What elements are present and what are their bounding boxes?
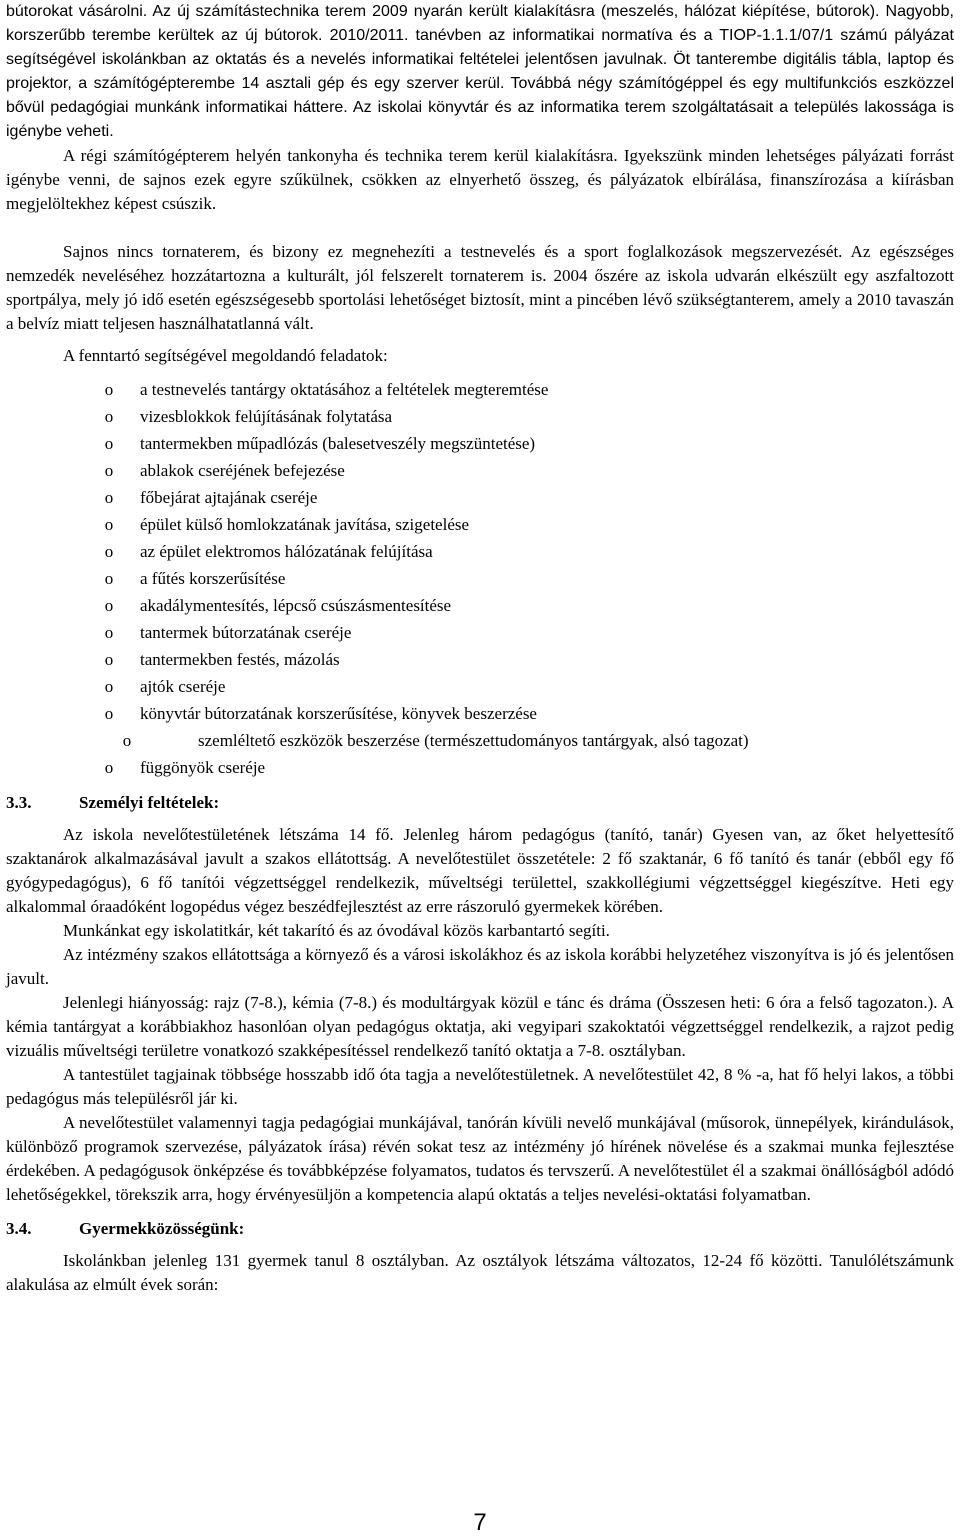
list-item — [6, 592, 954, 619]
paragraph-gap — [6, 216, 954, 240]
list-item-text: könyvtár bútorzatának korszerűsítése, könyvek beszerzése — [140, 704, 537, 723]
list-item-text: a testnevelés tantárgy oktatásához a feltételek megteremtése — [140, 380, 549, 399]
list-item-text: épület külső homlokzatának javítása, szigetelése — [140, 515, 470, 534]
list-item — [6, 538, 954, 565]
bullet-icon: o — [104, 569, 114, 588]
list-item — [6, 484, 954, 511]
section-number: 3.3. — [6, 793, 32, 812]
children-paragraph: Iskolánkban jelenleg 131 gyermek tanul 8 osztályban. Az osztályok létszáma változatos, 12-24 fő közötti. Tanulólétszámunk alakulása az elmúlt évek során: — [6, 1251, 954, 1294]
list-item-text: főbejárat ajtajának cseréje — [140, 488, 318, 507]
list-item-text: tantermekben festés, mázolás — [140, 650, 340, 669]
section-heading-3-4 — [6, 1215, 954, 1243]
staff-paragraph: Az intézmény szakos ellátottsága a környező és a városi iskolákhoz és az iskola korábbi helyzetéhez viszonyítva is jó és jelentősen javult. — [6, 945, 954, 988]
tasks-list — [6, 376, 954, 781]
staff-paragraph: A nevelőtestület valamennyi tagja pedagógiai munkájával, tanórán kívüli nevelő munkájával (műsorok, ünnepélyek, kirándulások, különböző programok szervezése, pályázatok írása) révén sokat tesz az intézmény jó hírének növelése és a szakmai munka fejlesztése érdekében. A pedagógusok önképzése és továbbképzése folyamatos, tudatos és tervszerű. A nevelőtestület él a szakmai önállóságból adódó lehetőségekkel, törekszik arra, hogy érvényesüljön a kompetencia alapú oktatás a teljes nevelési-oktatási folyamatban. — [6, 1113, 954, 1204]
bullet-icon: o — [104, 758, 114, 777]
staff-paragraph: Munkánkat egy iskolatitkár, két takarító és az óvodával közös karbantartó segíti. — [63, 921, 610, 940]
bullet-icon: o — [104, 515, 114, 534]
list-item — [6, 700, 954, 727]
bullet-icon: o — [104, 380, 114, 399]
list-item-text: az épület elektromos hálózatának felújítása — [140, 542, 433, 561]
bullet-icon: o — [104, 407, 114, 426]
list-item-text: szemléltető eszközök beszerzése (természettudományos tantárgyak, alsó tagozat) — [198, 731, 749, 750]
list-item — [6, 403, 954, 430]
list-item — [6, 430, 954, 457]
list-item-text: akadálymentesítés, lépcső csúszásmentesítése — [140, 596, 452, 615]
section-title: Személyi feltételek: — [79, 793, 220, 812]
staff-paragraph: Jelenlegi hiányosság: rajz (7-8.), kémia (7-8.) és modultárgyak közül e tánc és dráma (Összesen heti: 6 óra a felső tagozaton.). A kémia tantárgyat a korábbiakhoz hasonlóan olyan pedagógus oktatja, aki vegyipari szakoktatói végzettséggel rendelkezik, a rajzot pedig vizuális műveltségi területre vonatkozó szakképesítéssel rendelkező tanító oktatja a 7-8. osztályban. — [6, 993, 954, 1060]
bullet-icon: o — [104, 623, 114, 642]
list-item-text: tantermek bútorzatának cseréje — [140, 623, 352, 642]
tasks-heading: A fenntartó segítségével megoldandó feladatok: — [63, 346, 388, 365]
bullet-icon: o — [104, 434, 114, 453]
list-item — [6, 376, 954, 403]
list-item — [6, 673, 954, 700]
bullet-icon: o — [104, 542, 114, 561]
bullet-icon: o — [104, 677, 114, 696]
list-item — [6, 754, 954, 781]
list-item-text: vizesblokkok felújításának folytatása — [140, 407, 393, 426]
list-item — [6, 511, 954, 538]
bullet-icon: o — [104, 488, 114, 507]
list-item-text: ajtók cseréje — [140, 677, 226, 696]
bullet-icon: o — [104, 704, 114, 723]
document-page — [6, 0, 954, 1297]
tankonyha-paragraph: A régi számítógépterem helyén tankonyha és technika terem kerül kialakításra. Igyekszünk minden lehetséges pályázati forrást igénybe venni, de sajnos ezek egyre szűkülnek, csökken az elnyerhető összeg, és pályázatok elbírálása, finanszírozása a kiírásban megjelöltekhez képest csúszik. — [6, 146, 954, 213]
list-item-text: tantermekben műpadlózás (balesetveszély megszüntetése) — [140, 434, 536, 453]
bullet-icon: o — [104, 596, 114, 615]
staff-paragraph: A tantestület tagjainak többsége hosszabb idő óta tagja a nevelőtestületnek. A nevelőtestület 42, 8 % -a, hat fő helyi lakos, a többi pedagógus más településről jár ki. — [6, 1065, 954, 1108]
section-heading-3-3 — [6, 789, 954, 817]
list-item — [6, 646, 954, 673]
bullet-icon: o — [104, 650, 114, 669]
intro-paragraph: bútorokat vásárolni. Az új számítástechnika terem 2009 nyarán került kialakításra (meszelés, hálózat kiépítése, bútorok). Nagyobb, korszerűbb terembe kerültek az új bútorok. 2010/2011. tanévben az informatikai normatíva és a TIOP-1.1.1/07/1 számú pályázat segítségével iskolánkban az oktatás és a nevelés informatikai feltételei jelentősen javulnak. Öt tanterembe digitális tábla, laptop és projektor, a számítógépterembe 14 asztali gép és egy szerver kerül. Továbbá négy számítógéppel és egy multifunkciós eszközzel bővül pedagógiai munkánk informatikai háttere. Az iskolai könyvtár és az informatika terem szolgáltatásait a település lakossága is igénybe veheti. — [6, 3, 954, 140]
section-title: Gyermekközösségünk: — [79, 1219, 245, 1238]
section-number: 3.4. — [6, 1219, 32, 1238]
bullet-icon: o — [104, 461, 114, 480]
list-item — [6, 565, 954, 592]
list-item — [6, 457, 954, 484]
tornaterem-paragraph: Sajnos nincs tornaterem, és bizony ez megnehezíti a testnevelés és a sport foglalkozások megszervezését. Az egészséges nemzedék neveléséhez hozzátartozna a kulturált, jól felszerelt tornaterem is. 2004 őszére az iskola udvarán elkészült egy aszfaltozott sportpálya, mely jó idő esetén egészségesebb sportolási lehetőséget biztosít, mint a pincében lévő szükségtanterem, amely a 2010 tavaszán a belvíz miatt teljesen használhatatlanná vált. — [6, 242, 954, 333]
list-item — [6, 619, 954, 646]
page-number: 7 — [473, 1509, 487, 1536]
list-item — [6, 727, 954, 754]
list-item-text: függönyök cseréje — [140, 758, 266, 777]
bullet-icon: o — [122, 731, 132, 750]
staff-paragraph: Az iskola nevelőtestületének létszáma 14 fő. Jelenleg három pedagógus (tanító, tanár) Gyesen van, az őket helyettesítő szaktanárok alkalmazásával javult a szakos ellátottság. A nevelőtestület összetétele: 2 fő szaktanár, 6 fő tanító és tanár (ebből egy fő gyógypedagógus), 6 fő tanítói végzettséggel rendelkezik, műveltségi területtel, szakkollégiumi végzettséggel kiegészítve. Heti egy alkalommal óraadóként logopédus végez beszédfejlesztést az erre rászoruló gyermekek körében. — [6, 825, 954, 916]
list-item-text: ablakok cseréjének befejezése — [140, 461, 345, 480]
list-item-text: a fűtés korszerűsítése — [140, 569, 286, 588]
